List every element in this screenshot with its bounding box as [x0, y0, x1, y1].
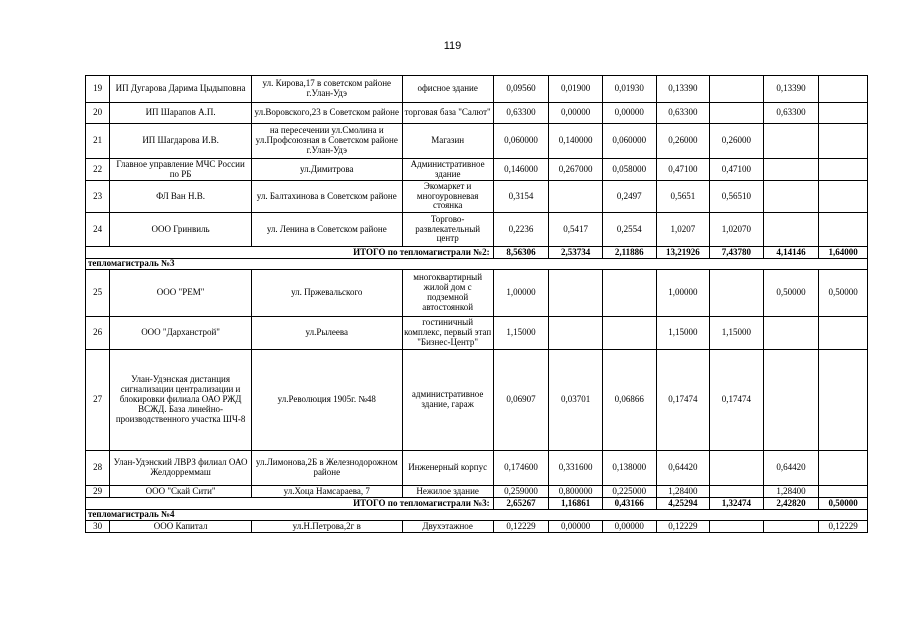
value-cell-c5: 0,56510 [710, 181, 764, 213]
value-cell-c6: 1,28400 [763, 486, 819, 498]
object-address: ул. Кирова,17 в советском районе г.Улан-Удэ [251, 76, 402, 103]
object-address: ул. Пржевальского [251, 270, 402, 317]
value-cell-c7 [819, 486, 868, 498]
value-cell-c1: 0,09560 [493, 76, 549, 103]
value-cell-c1: 1,15000 [493, 317, 549, 350]
value-cell-c1: 0,12229 [493, 521, 549, 533]
table-row [86, 159, 868, 181]
total-value-c5: 1,32474 [710, 498, 764, 510]
total-value-c1: 2,65267 [493, 498, 549, 510]
table-row [86, 486, 868, 498]
object-address: ул.Лимонова,2Б в Железнодорожном районе [251, 451, 402, 486]
object-purpose: Торгово-развлекательный центр [402, 213, 493, 247]
total-value-c6: 4,14146 [763, 247, 819, 259]
total-label: ИТОГО по тепломагистрали №3: [86, 498, 494, 510]
row-number: 25 [86, 270, 110, 317]
section-header: тепломагистраль №3 [86, 259, 868, 270]
total-value-c4: 4,25294 [656, 498, 710, 510]
total-value-c7: 1,64000 [819, 247, 868, 259]
row-number: 26 [86, 317, 110, 350]
value-cell-c4: 0,63300 [656, 103, 710, 124]
object-address: ул.Хоца Намсараева, 7 [251, 486, 402, 498]
value-cell-c5: 0,17474 [710, 350, 764, 451]
value-cell-c3: 0,138000 [602, 451, 656, 486]
value-cell-c6 [763, 350, 819, 451]
value-cell-c2 [549, 270, 603, 317]
value-cell-c7 [819, 103, 868, 124]
value-cell-c2: 0,03701 [549, 350, 603, 451]
value-cell-c3 [602, 270, 656, 317]
row-number: 27 [86, 350, 110, 451]
value-cell-c2: 0,01900 [549, 76, 603, 103]
consumer-name: ООО Гринвиль [110, 213, 252, 247]
value-cell-c4: 0,5651 [656, 181, 710, 213]
object-purpose: Двухэтажное [402, 521, 493, 533]
value-cell-c2 [549, 317, 603, 350]
value-cell-c2: 0,5417 [549, 213, 603, 247]
value-cell-c7 [819, 76, 868, 103]
consumer-name: ИП Шагдарова И.В. [110, 124, 252, 159]
value-cell-c6 [763, 317, 819, 350]
total-value-c3: 2,11886 [602, 247, 656, 259]
consumer-name: Улан-Удэнская дистанция сигнализации централизации и блокировки филиала ОАО РЖД ВСЖД. База линейно-производственного участка ШЧ-8 [110, 350, 252, 451]
value-cell-c6 [763, 521, 819, 533]
value-cell-c7 [819, 124, 868, 159]
value-cell-c7: 0,50000 [819, 270, 868, 317]
value-cell-c5 [710, 76, 764, 103]
table-row [86, 76, 868, 103]
page-number: 119 [443, 40, 462, 52]
total-label: ИТОГО по тепломагистрали №2: [86, 247, 494, 259]
object-address: ул. Ленина в Советском районе [251, 213, 402, 247]
section-header-row [86, 510, 868, 521]
value-cell-c6 [763, 159, 819, 181]
object-purpose: многоквартирный жилой дом с подземной автостоянкой [402, 270, 493, 317]
value-cell-c5 [710, 103, 764, 124]
value-cell-c7 [819, 451, 868, 486]
object-purpose: Инженерный корпус [402, 451, 493, 486]
value-cell-c7 [819, 317, 868, 350]
value-cell-c4: 1,15000 [656, 317, 710, 350]
value-cell-c3: 0,060000 [602, 124, 656, 159]
object-address: ул.Революция 1905г. №48 [251, 350, 402, 451]
value-cell-c5 [710, 486, 764, 498]
value-cell-c4: 1,28400 [656, 486, 710, 498]
value-cell-c1: 0,060000 [493, 124, 549, 159]
value-cell-c3: 0,06866 [602, 350, 656, 451]
object-purpose: офисное здание [402, 76, 493, 103]
value-cell-c2 [549, 181, 603, 213]
value-cell-c2: 0,00000 [549, 103, 603, 124]
value-cell-c1: 0,2236 [493, 213, 549, 247]
object-address: ул.Воровского,23 в Советском районе [251, 103, 402, 124]
row-number: 24 [86, 213, 110, 247]
value-cell-c3: 0,058000 [602, 159, 656, 181]
total-value-c2: 1,16861 [549, 498, 603, 510]
value-cell-c4: 0,47100 [656, 159, 710, 181]
row-number: 19 [86, 76, 110, 103]
heat-load-table [85, 75, 868, 533]
value-cell-c1: 0,146000 [493, 159, 549, 181]
object-purpose: административное здание, гараж [402, 350, 493, 451]
value-cell-c2: 0,00000 [549, 521, 603, 533]
object-address: ул.Н.Петрова,2г в [251, 521, 402, 533]
value-cell-c4: 0,13390 [656, 76, 710, 103]
object-purpose: торговая база "Салют" [402, 103, 493, 124]
section-header: тепломагистраль №4 [86, 510, 868, 521]
value-cell-c5 [710, 270, 764, 317]
value-cell-c5: 0,47100 [710, 159, 764, 181]
value-cell-c7 [819, 350, 868, 451]
object-purpose: Экомаркет и многоуровневая стоянка [402, 181, 493, 213]
value-cell-c7 [819, 159, 868, 181]
value-cell-c6: 0,50000 [763, 270, 819, 317]
row-number: 30 [86, 521, 110, 533]
total-value-c6: 2,42820 [763, 498, 819, 510]
section-header-row [86, 259, 868, 270]
value-cell-c6: 0,13390 [763, 76, 819, 103]
total-value-c5: 7,43780 [710, 247, 764, 259]
value-cell-c4: 1,00000 [656, 270, 710, 317]
value-cell-c7: 0,12229 [819, 521, 868, 533]
total-row [86, 247, 868, 259]
table-row [86, 350, 868, 451]
table-row [86, 213, 868, 247]
value-cell-c4: 0,26000 [656, 124, 710, 159]
consumer-name: Главное управление МЧС России по РБ [110, 159, 252, 181]
value-cell-c1: 1,00000 [493, 270, 549, 317]
row-number: 20 [86, 103, 110, 124]
value-cell-c7 [819, 181, 868, 213]
object-purpose: Нежилое здание [402, 486, 493, 498]
table-row [86, 124, 868, 159]
row-number: 29 [86, 486, 110, 498]
value-cell-c4: 0,17474 [656, 350, 710, 451]
consumer-name: ООО Капитал [110, 521, 252, 533]
table-row [86, 521, 868, 533]
value-cell-c5: 1,02070 [710, 213, 764, 247]
value-cell-c1: 0,06907 [493, 350, 549, 451]
value-cell-c4: 0,12229 [656, 521, 710, 533]
consumer-name: ООО "Дарханстрой" [110, 317, 252, 350]
table-row [86, 451, 868, 486]
object-purpose: Магазин [402, 124, 493, 159]
row-number: 22 [86, 159, 110, 181]
consumer-name: ИП Шарапов А.П. [110, 103, 252, 124]
value-cell-c4: 1,0207 [656, 213, 710, 247]
value-cell-c1: 0,63300 [493, 103, 549, 124]
object-purpose: Административное здание [402, 159, 493, 181]
table-row [86, 181, 868, 213]
object-purpose: гостиничный комплекс, первый этап "Бизнес-Центр" [402, 317, 493, 350]
value-cell-c3 [602, 317, 656, 350]
value-cell-c3: 0,00000 [602, 521, 656, 533]
consumer-name: ООО "РЕМ" [110, 270, 252, 317]
value-cell-c3: 0,00000 [602, 103, 656, 124]
object-address: ул.Рылеева [251, 317, 402, 350]
total-value-c7: 0,50000 [819, 498, 868, 510]
total-value-c4: 13,21926 [656, 247, 710, 259]
value-cell-c7 [819, 213, 868, 247]
value-cell-c3: 0,225000 [602, 486, 656, 498]
value-cell-c2: 0,331600 [549, 451, 603, 486]
value-cell-c6 [763, 124, 819, 159]
value-cell-c5: 1,15000 [710, 317, 764, 350]
value-cell-c3: 0,2497 [602, 181, 656, 213]
value-cell-c3: 0,01930 [602, 76, 656, 103]
value-cell-c1: 0,174600 [493, 451, 549, 486]
value-cell-c6 [763, 181, 819, 213]
row-number: 21 [86, 124, 110, 159]
total-value-c1: 8,56306 [493, 247, 549, 259]
value-cell-c6: 0,64420 [763, 451, 819, 486]
object-address: ул. Балтахинова в Советском районе [251, 181, 402, 213]
table-row [86, 270, 868, 317]
row-number: 23 [86, 181, 110, 213]
value-cell-c1: 0,259000 [493, 486, 549, 498]
value-cell-c5 [710, 451, 764, 486]
value-cell-c5 [710, 521, 764, 533]
object-address: ул.Димитрова [251, 159, 402, 181]
table-row [86, 317, 868, 350]
value-cell-c6 [763, 213, 819, 247]
total-row [86, 498, 868, 510]
consumer-name: ООО "Скай Сити" [110, 486, 252, 498]
value-cell-c3: 0,2554 [602, 213, 656, 247]
value-cell-c2: 0,140000 [549, 124, 603, 159]
consumer-name: ФЛ Ван Н.В. [110, 181, 252, 213]
value-cell-c1: 0,3154 [493, 181, 549, 213]
value-cell-c2: 0,267000 [549, 159, 603, 181]
value-cell-c4: 0,64420 [656, 451, 710, 486]
total-value-c2: 2,53734 [549, 247, 603, 259]
total-value-c3: 0,43166 [602, 498, 656, 510]
value-cell-c5: 0,26000 [710, 124, 764, 159]
object-address: на пересечении ул.Смолина и ул.Профсоюзная в Советском районе г.Улан-Удэ [251, 124, 402, 159]
table-row [86, 103, 868, 124]
consumer-name: ИП Дугарова Дарима Цыдыповна [110, 76, 252, 103]
row-number: 28 [86, 451, 110, 486]
value-cell-c6: 0,63300 [763, 103, 819, 124]
consumer-name: Улан-Удэнский ЛВРЗ филиал ОАО Желдорреммаш [110, 451, 252, 486]
value-cell-c2: 0,800000 [549, 486, 603, 498]
